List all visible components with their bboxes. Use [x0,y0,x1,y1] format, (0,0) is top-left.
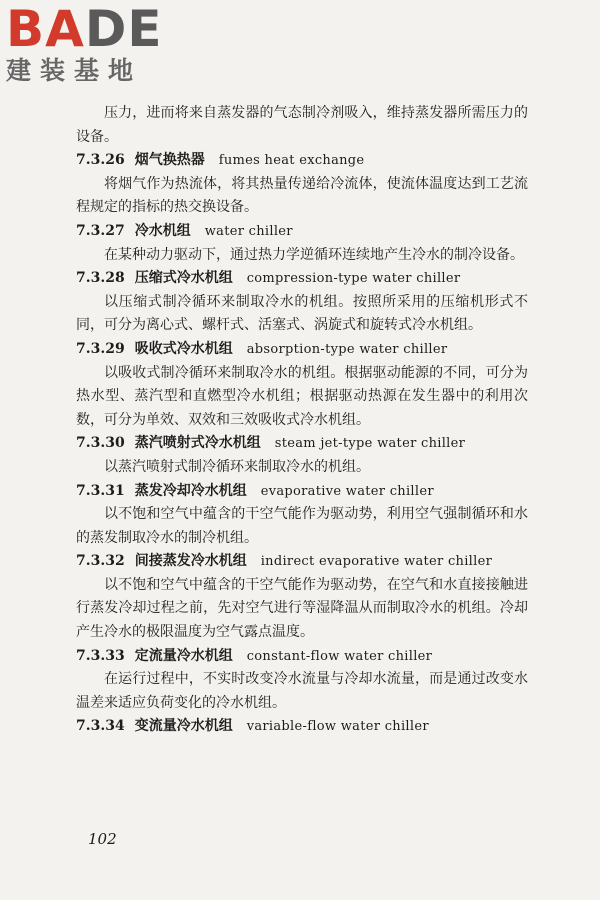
entry-definition: 以不饱和空气中蕴含的干空气能作为驱动势，利用空气强制循环和水的蒸发制取冷水的制冷机组。 [76,506,528,546]
logo-wordmark [6,0,163,58]
entry-heading [76,432,528,456]
entry-heading [76,149,528,173]
intro-paragraph: 压力，进而将来自蒸发器的气态制冷剂吸入，维持蒸发器所需压力的设备。 [76,105,528,145]
entry-number: 7.3.32 [76,553,125,570]
entry-term-chinese: 烟气换热器 [134,152,205,169]
entry-term-english: constant-flow water chiller [246,648,433,664]
entry-heading [76,338,528,362]
entry-term-english: water chiller [204,223,293,239]
entry-term-chinese: 压缩式冷水机组 [134,270,233,287]
entry-term-chinese: 吸收式冷水机组 [134,340,233,357]
entry-term-english: compression-type water chiller [246,271,461,287]
entry-term-english: absorption-type water chiller [246,341,448,357]
entry-number: 7.3.30 [76,435,125,452]
logo-wordmark-accent: BA [6,0,85,58]
entry-term-english: steam jet-type water chiller [274,436,466,452]
entry-definition: 在某种动力驱动下，通过热力学逆循环连续地产生冷水的制冷设备。 [104,246,524,263]
entry-heading [76,550,528,574]
entry-term-chinese: 变流量冷水机组 [134,718,233,735]
page-number: 102 [88,830,117,848]
entry-number: 7.3.33 [76,647,125,664]
entry-heading [76,220,528,244]
entry-term-english: variable-flow water chiller [246,719,429,735]
entry-definition: 以吸收式制冷循环来制取冷水的机组。根据驱动能源的不同，可分为热水型、蒸汽型和直燃型冷水机组；根据驱动热源在发生器中的利用次数，可分为单效、双效和三效吸收式冷水机组。 [76,364,528,428]
entry-definition: 以蒸汽喷射式制冷循环来制取冷水的机组。 [104,458,370,475]
entry-definition: 以不饱和空气中蕴含的干空气能作为驱动势，在空气和水直接接触进行蒸发冷却过程之前，先对空气进行等湿降温从而制取冷水的机组。冷却产生冷水的极限温度为空气露点温度。 [76,576,528,641]
entry-definition: 在运行过程中，不实时改变冷水流量与冷却水流量，而是通过改变水温差来适应负荷变化的冷水机组。 [76,671,528,711]
entry-heading [76,645,528,669]
entry-term-chinese: 蒸发冷却冷水机组 [134,482,247,499]
entry-term-english: indirect evaporative water chiller [260,554,493,570]
entry-heading [76,480,528,504]
entry-term-english: evaporative water chiller [260,483,434,499]
entry-term-chinese: 间接蒸发冷水机组 [134,553,247,570]
logo-subtitle: 建装基地 [6,56,143,85]
entry-number: 7.3.27 [76,222,125,239]
entry-term-english: fumes heat exchange [218,153,365,169]
entry-heading [76,715,528,739]
entry-number: 7.3.29 [76,340,125,357]
brand-logo [6,0,163,86]
entry-number: 7.3.28 [76,270,125,287]
entry-number: 7.3.26 [76,152,125,169]
page-content [76,102,528,739]
entry-term-chinese: 定流量冷水机组 [134,647,233,664]
term-entries [76,149,528,739]
entry-term-chinese: 蒸汽喷射式冷水机组 [134,435,261,452]
logo-wordmark-rest: DE [84,0,163,58]
entry-definition: 以压缩式制冷循环来制取冷水的机组。按照所采用的压缩机形式不同，可分为离心式、螺杆式、活塞式、涡旋式和旋转式冷水机组。 [76,293,528,334]
entry-definition: 将烟气作为热流体，将其热量传递给冷流体，使流体温度达到工艺流程规定的指标的热交换设备。 [76,175,528,216]
entry-number: 7.3.31 [76,482,125,499]
entry-heading [76,267,528,291]
entry-term-chinese: 冷水机组 [134,222,191,239]
entry-number: 7.3.34 [76,718,125,735]
